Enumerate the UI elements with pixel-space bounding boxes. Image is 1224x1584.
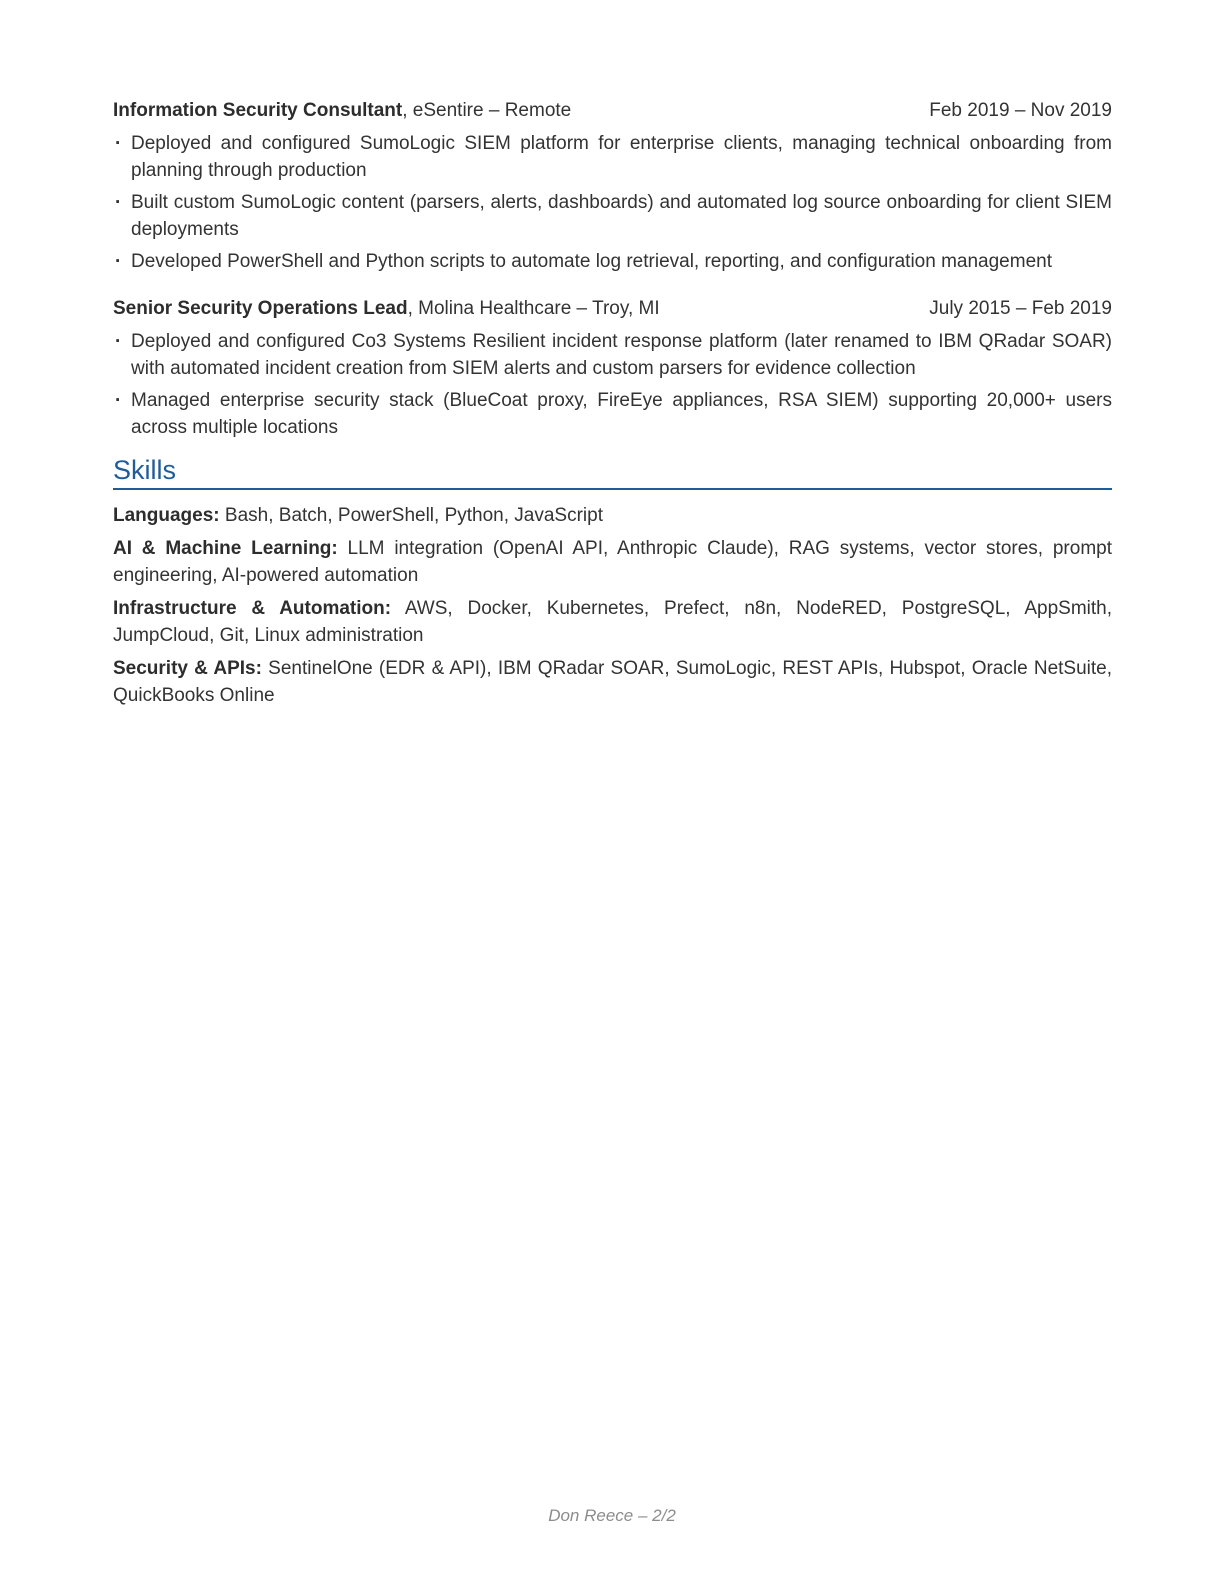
job-title-line (113, 295, 660, 322)
job-bullet-text: Deployed and configured SumoLogic SIEM platform for enterprise clients, managing technical onboarding from planning through production (131, 133, 1112, 181)
skill-label: AI & Machine Learning: (113, 538, 338, 559)
skill-text: Bash, Batch, PowerShell, Python, JavaScript (219, 505, 603, 526)
bullet-icon: · (115, 251, 122, 272)
job-header (113, 295, 1112, 322)
job-dates: Feb 2019 – Nov 2019 (929, 100, 1112, 121)
job-entry-molina (113, 295, 1112, 441)
skill-label: Security & APIs: (113, 658, 262, 679)
job-bullet-text: Managed enterprise security stack (BlueCoat proxy, FireEye appliances, RSA SIEM) supporting 20,000+ users across multiple locations (131, 390, 1112, 438)
skill-label: Languages: (113, 505, 220, 526)
job-title: Information Security Consultant (113, 100, 403, 121)
bullet-icon: · (115, 192, 122, 213)
job-bullet-list (113, 328, 1112, 441)
job-bullet (113, 248, 1112, 275)
bullet-icon: · (115, 133, 122, 154)
experience-section (113, 97, 1112, 441)
skill-line-ai-ml (113, 535, 1112, 589)
job-bullet-text: Deployed and configured Co3 Systems Resilient incident response platform (later renamed to IBM QRadar SOAR) with automated incident creation from SIEM alerts and custom parsers for evidence collection (131, 331, 1112, 379)
job-bullet (113, 387, 1112, 441)
skill-text: LLM integration (OpenAI API, Anthropic Claude), RAG systems, vector stores, prompt engineering, AI-powered automation (113, 538, 1112, 586)
job-entry-esentire (113, 97, 1112, 275)
job-bullet-text: Developed PowerShell and Python scripts to automate log retrieval, reporting, and configuration management (131, 251, 1052, 272)
job-title: Senior Security Operations Lead (113, 298, 408, 319)
job-bullet (113, 130, 1112, 184)
skill-line-security-apis (113, 655, 1112, 709)
skill-line-languages (113, 502, 1112, 529)
job-dates: July 2015 – Feb 2019 (929, 298, 1112, 319)
job-company: , eSentire – Remote (402, 100, 572, 121)
skill-line-infrastructure (113, 595, 1112, 649)
bullet-icon: · (115, 390, 122, 411)
skill-text: SentinelOne (EDR & API), IBM QRadar SOAR, SumoLogic, REST APIs, Hubspot, Oracle NetSuite, QuickBooks Online (113, 658, 1113, 706)
job-bullet (113, 328, 1112, 382)
bullet-icon: · (115, 331, 122, 352)
skills-section (113, 455, 1112, 709)
job-company: , Molina Healthcare – Troy, MI (407, 298, 660, 319)
job-header (113, 97, 1112, 124)
job-bullet-text: Built custom SumoLogic content (parsers, alerts, dashboards) and automated log source onboarding for client SIEM deployments (131, 192, 1112, 240)
skill-label: Infrastructure & Automation: (113, 598, 392, 619)
job-title-line (113, 97, 571, 124)
skill-text: AWS, Docker, Kubernetes, Prefect, n8n, NodeRED, PostgreSQL, AppSmith, JumpCloud, Git, Linux administration (113, 598, 1112, 646)
skills-heading: Skills (113, 455, 1112, 490)
page-content (113, 97, 1112, 715)
page-footer: Don Reece – 2/2 (548, 1506, 676, 1525)
job-bullet-list (113, 130, 1112, 275)
job-bullet (113, 189, 1112, 243)
